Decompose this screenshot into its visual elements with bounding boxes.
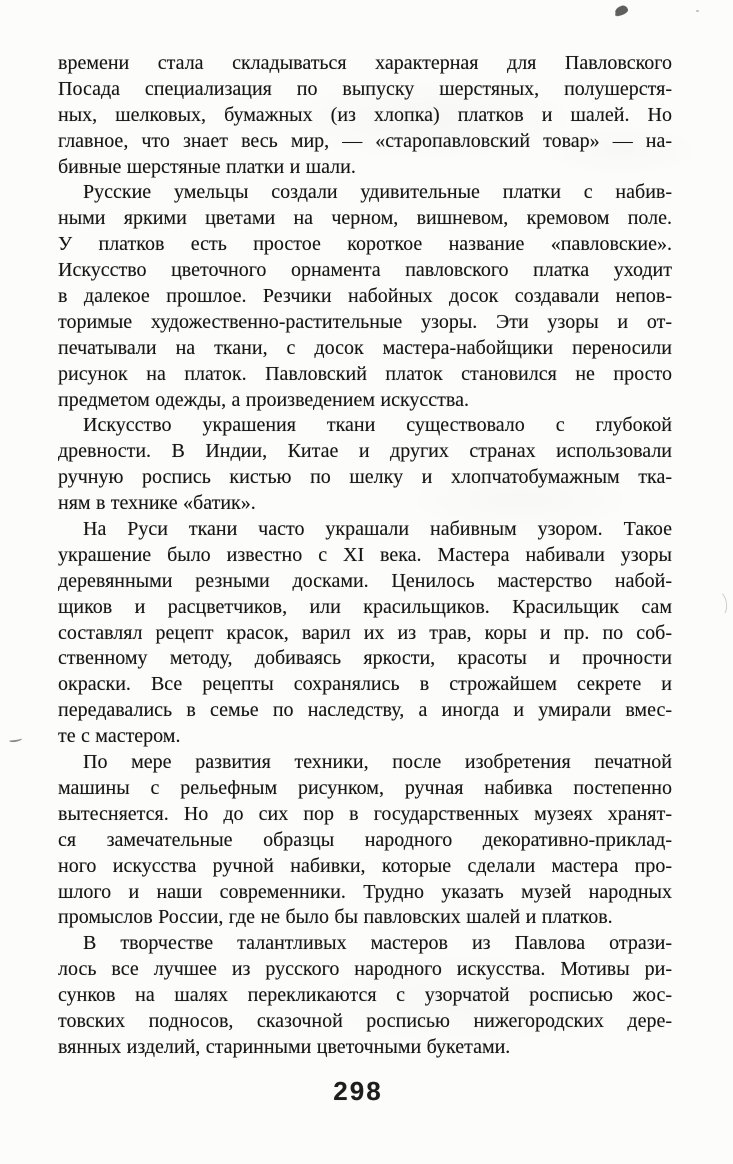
- text-line: лось все лучшее из русского народного искусства. Мотивы ри-: [58, 958, 672, 981]
- text-line: времени стала складываться характерная для Павловского: [58, 52, 672, 74]
- paragraph: [58, 750, 672, 931]
- text-line: главное, что знает весь мир, — «старопавловский товар» — на-: [58, 129, 672, 152]
- text-line: древности. В Индии, Китае и других странах использовали: [58, 440, 672, 463]
- text-line: У платков есть простое короткое название «павловские».: [58, 233, 672, 256]
- paragraph: [58, 413, 672, 517]
- text-line: ням в технике «батик».: [58, 492, 256, 515]
- speck-mark: [696, 10, 699, 12]
- text-line: На Руси ткани часто украшали набивным узором. Такое: [83, 518, 672, 541]
- text-line: те с мастером.: [58, 725, 181, 748]
- text-line: Искусство украшения ткани существовало с глубокой: [83, 414, 672, 437]
- text-line: ственному методу, добиваясь яркости, красоты и прочности: [58, 647, 672, 670]
- text-line: Посада специализация по выпуску шерстяных, полушерстя-: [58, 77, 672, 100]
- text-line: печатывали на ткани, с досок мастера-набойщики переносили: [58, 336, 672, 359]
- text-line: ручную роспись кистью по шелку и хлопчатобумажным тка-: [58, 466, 672, 489]
- text-line: предметом одежды, а произведением искусства.: [58, 388, 469, 411]
- text-line: щиков и расцветчиков, или красильщиков. Красильщик сам: [58, 595, 672, 618]
- left-margin-dash-mark: [9, 736, 22, 742]
- paragraph: [58, 51, 672, 180]
- text-line: окраски. Все рецепты сохранялись в строжайшем секрете и: [58, 673, 672, 696]
- paragraph: [58, 931, 672, 1060]
- text-line: Искусство цветочного орнамента павловского платка уходит: [58, 259, 672, 282]
- right-margin-curve-mark: [709, 590, 728, 618]
- text-line: Русские умельцы создали удивительные платки с набив-: [83, 181, 672, 204]
- text-line: торимые художественно-растительные узоры. Эти узоры и от-: [58, 310, 672, 333]
- text-line: ся замечательные образцы народного декоративно-приклад-: [58, 828, 672, 851]
- text-line: ного искусства ручной набивки, которые сделали мастера про-: [58, 854, 672, 877]
- ink-smudge-mark: [614, 4, 629, 17]
- text-line: вянных изделий, старинными цветочными букетами.: [58, 1035, 511, 1058]
- paragraph: [58, 517, 672, 750]
- text-line: машины с рельефным рисунком, ручная набивка постепенно: [58, 776, 672, 799]
- text-line: По мере развития техники, после изобретения печатной: [83, 751, 672, 774]
- text-line: передавались в семье по наследству, а иногда и умирали вмес-: [58, 699, 672, 722]
- text-line: украшение было известно с XI века. Мастера набивали узоры: [58, 543, 672, 566]
- text-line: составлял рецепт красок, варил их из трав, коры и пр. по соб-: [58, 621, 672, 644]
- paragraph: [58, 180, 672, 413]
- text-line: ными яркими цветами на черном, вишневом, кремовом поле.: [58, 207, 672, 230]
- text-line: в далекое прошлое. Резчики набойных досок создавали непов-: [58, 285, 672, 308]
- page-number: 298: [333, 1076, 383, 1106]
- text-block: [58, 51, 672, 1061]
- text-line: рисунок на платок. Павловский платок становился не просто: [58, 362, 672, 385]
- text-line: вытесняется. Но до сих пор в государственных музеях хранят-: [58, 802, 672, 825]
- text-line: ных, шелковых, бумажных (из хлопка) платков и шалей. Но: [58, 103, 672, 126]
- text-line: промыслов России, где не было бы павловских шалей и платков.: [58, 906, 613, 929]
- text-line: сунков на шалях перекликаются с узорчатой росписью жос-: [58, 984, 672, 1007]
- text-line: бивные шерстяные платки и шали.: [58, 155, 356, 178]
- text-line: деревянными резными досками. Ценилось мастерство набой-: [58, 569, 672, 592]
- text-line: шлого и наши современники. Трудно указать музей народных: [58, 880, 672, 903]
- text-line: товских подносов, сказочной росписью нижегородских дере-: [58, 1009, 672, 1032]
- text-line: В творчестве талантливых мастеров из Павлова отрази-: [83, 932, 672, 955]
